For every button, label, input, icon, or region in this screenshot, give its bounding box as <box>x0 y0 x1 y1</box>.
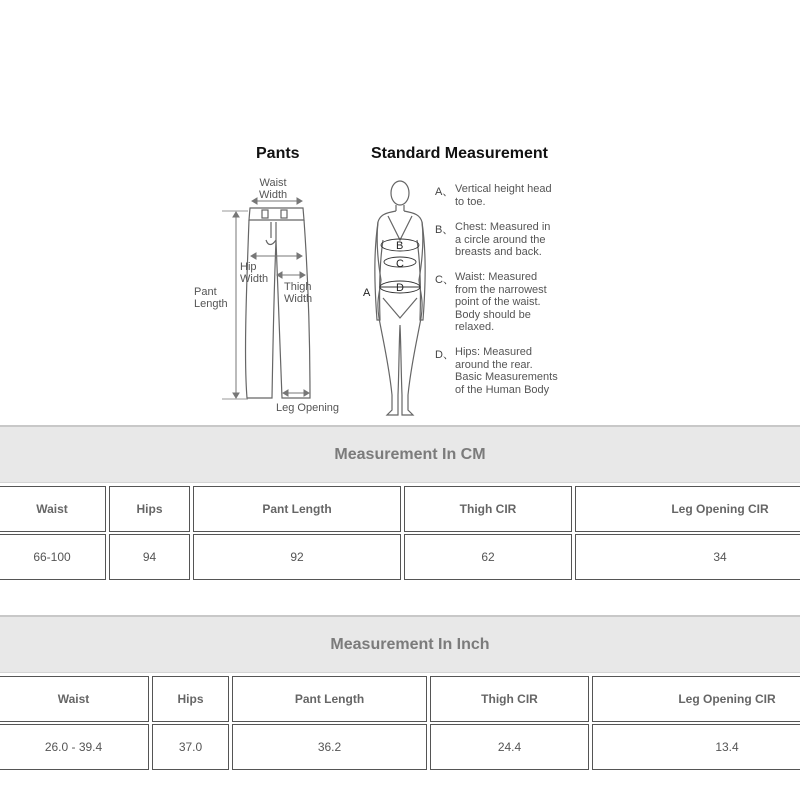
note-key-a: A、 <box>435 186 454 198</box>
thigh-width-label: Thigh Width <box>284 281 313 305</box>
inch-value-thigh-cir: 24.4 <box>430 724 589 770</box>
letter-a: A <box>363 287 371 299</box>
note-text-d: Hips: Measured around the rear. Basic Measurements of the Human Body <box>455 346 558 396</box>
pants-title: Pants <box>256 145 300 162</box>
cm-header-pant-length: Pant Length <box>193 486 401 532</box>
cm-header-thigh-cir: Thigh CIR <box>404 486 572 532</box>
note-text-a: Vertical height head to toe. <box>455 183 552 208</box>
inch-header-waist: Waist <box>0 676 149 722</box>
note-key-d: D、 <box>435 349 454 361</box>
cm-value-pant-length: 92 <box>193 534 401 580</box>
note-key-c: C、 <box>435 274 454 286</box>
note-text-b: Chest: Measured in a circle around the breasts and back. <box>455 221 551 258</box>
note-text-c: Waist: Measured from the narrowest point of the waist. Body should be relaxed. <box>455 271 547 333</box>
inch-table-title: Measurement In Inch <box>330 635 490 653</box>
cm-header-leg-opening-cir: Leg Opening CIR <box>575 486 800 532</box>
letter-c: C <box>396 258 404 270</box>
note-key-b: B、 <box>435 224 454 236</box>
cm-table-title-band <box>0 425 800 483</box>
inch-header-hips: Hips <box>152 676 229 722</box>
letter-d: D <box>396 282 404 294</box>
cm-header-hips: Hips <box>109 486 190 532</box>
standard-measurement-title: Standard Measurement <box>371 145 548 162</box>
letter-b: B <box>396 240 404 252</box>
cm-value-hips: 94 <box>109 534 190 580</box>
inch-value-waist: 26.0 - 39.4 <box>0 724 149 770</box>
cm-value-thigh-cir: 62 <box>404 534 572 580</box>
leg-opening-label: Leg Opening <box>276 402 339 414</box>
inch-table-title-band <box>0 615 800 673</box>
pant-length-label: Pant Length <box>194 286 228 310</box>
section-divider <box>0 582 800 614</box>
inch-value-pant-length: 36.2 <box>232 724 427 770</box>
cm-header-waist: Waist <box>0 486 106 532</box>
cm-value-leg-opening-cir: 34 <box>575 534 800 580</box>
waist-width-label: Waist Width <box>259 177 288 201</box>
inch-value-hips: 37.0 <box>152 724 229 770</box>
cm-value-waist: 66-100 <box>0 534 106 580</box>
inch-header-leg-opening-cir: Leg Opening CIR <box>592 676 800 722</box>
inch-value-leg-opening-cir: 13.4 <box>592 724 800 770</box>
inch-header-pant-length: Pant Length <box>232 676 427 722</box>
cm-table-title: Measurement In CM <box>334 445 486 463</box>
inch-header-thigh-cir: Thigh CIR <box>430 676 589 722</box>
hip-width-label: Hip Width <box>240 261 269 285</box>
